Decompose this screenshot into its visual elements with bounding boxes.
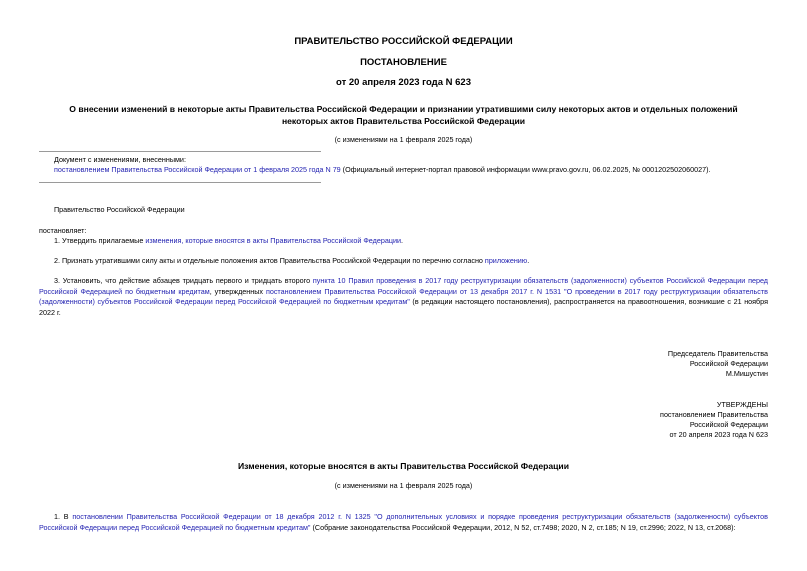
approved-by: постановлением Правительства	[660, 410, 768, 419]
approved-changes-link[interactable]: изменения, которые вносятся в акты Правительства Российской Федерации	[145, 236, 401, 245]
signature-org: Российской Федерации	[689, 359, 768, 368]
signature-title: Председатель Правительства	[667, 349, 768, 358]
paragraph-3-end: (в редакции настоящего постановления), распространяется на правоотношения, возникшие с 21 ноября 2022 г.	[39, 297, 768, 317]
approved-date: от 20 апреля 2023 года N 623	[669, 430, 768, 439]
paragraph-2-end: .	[527, 256, 530, 265]
paragraph-3-mid: , утвержденных	[209, 286, 266, 296]
divider-bottom	[39, 182, 321, 183]
paragraph-1	[54, 236, 403, 246]
approved-block	[660, 400, 768, 440]
signature-block	[668, 349, 768, 379]
paragraph-1-end: .	[400, 236, 403, 245]
changes-title: Изменения, которые вносятся в акты Правительства Российской Федерации	[237, 461, 569, 471]
changes-item-1-end: (Собрание законодательства Российской Федерации, 2012, N 52, ст.7498; 2020, N 2, ст.185; N 19, ст.2996; 2022, N 13, ст.2068):	[310, 522, 736, 532]
decrees-text: постановляет:	[39, 226, 87, 235]
amendments-label: Документ с изменениями, внесенными:	[54, 155, 186, 164]
date-number-heading: от 20 апреля 2023 года N 623	[336, 77, 471, 88]
appendix-link[interactable]: приложению	[484, 256, 528, 265]
changes-item-1-text: 1. В	[54, 512, 73, 521]
signature-name: М.Мишустин	[725, 369, 768, 378]
doc-type-heading: ПОСТАНОВЛЕНИЕ	[360, 57, 447, 68]
document-title-line-2: некоторых актов Правительства Российской Федерации	[281, 115, 526, 126]
paragraph-3-text: 3. Установить, что действие абзацев тридцать первого и тридцать второго	[54, 276, 313, 285]
government-heading: ПРАВИТЕЛЬСТВО РОССИЙСКОЙ ФЕДЕРАЦИИ	[294, 36, 513, 47]
decree-1325-link[interactable]: постановлении Правительства Российской Федерации от 18 декабря 2012 г. N 1325 "О дополнительных условиях и порядке проведения реструктуризации обязательств (задолженности) субъектов Российской Федерации перед Российской Федерацией по бюджетным кредитам"	[39, 512, 768, 532]
document-title-line-1: О внесении изменений в некоторые акты Правительства Российской Федерации и признании утратившими силу некоторых актов и отдельных положений	[69, 104, 738, 114]
approved-heading: УТВЕРЖДЕНЫ	[716, 400, 768, 409]
amendments-entry	[54, 165, 711, 175]
document-title	[0, 104, 807, 127]
amendment-source-text: (Официальный интернет-портал правовой информации www.pravo.gov.ru, 06.02.2025, № 0001202502060027).	[340, 165, 711, 174]
approved-org: Российской Федерации	[689, 420, 768, 429]
divider-top	[39, 151, 321, 152]
changes-revision-note: (с изменениями на 1 февраля 2025 года)	[334, 481, 473, 490]
amendment-decree-link[interactable]: постановлением Правительства Российской Федерации от 1 февраля 2025 года N 79	[54, 165, 341, 174]
rules-point-10-link[interactable]: пункта 10 Правил проведения в 2017 году реструктуризации обязательств (задолженности) субъектов Российской Федерации перед Российской Федерацией по бюджетным кредитам	[39, 276, 768, 296]
paragraph-2-text: 2. Признать утратившими силу акты и отдельные положения актов Правительства Российской Федерации по перечню согласно	[54, 256, 485, 265]
paragraph-3	[39, 276, 768, 318]
changes-item-1	[39, 512, 768, 533]
paragraph-1-text: 1. Утвердить прилагаемые	[54, 236, 146, 245]
revision-note: (с изменениями на 1 февраля 2025 года)	[334, 135, 473, 144]
decree-1531-link[interactable]: постановлением Правительства Российской Федерации от 13 декабря 2017 г. N 1531 "О проведении в 2017 году реструктуризации обязательств (задолженности) субъектов Российской Федерации перед Российской Федерацией по бюджетным кредитам"	[39, 286, 769, 307]
issuer-text: Правительство Российской Федерации	[54, 205, 185, 214]
paragraph-2	[54, 256, 529, 266]
